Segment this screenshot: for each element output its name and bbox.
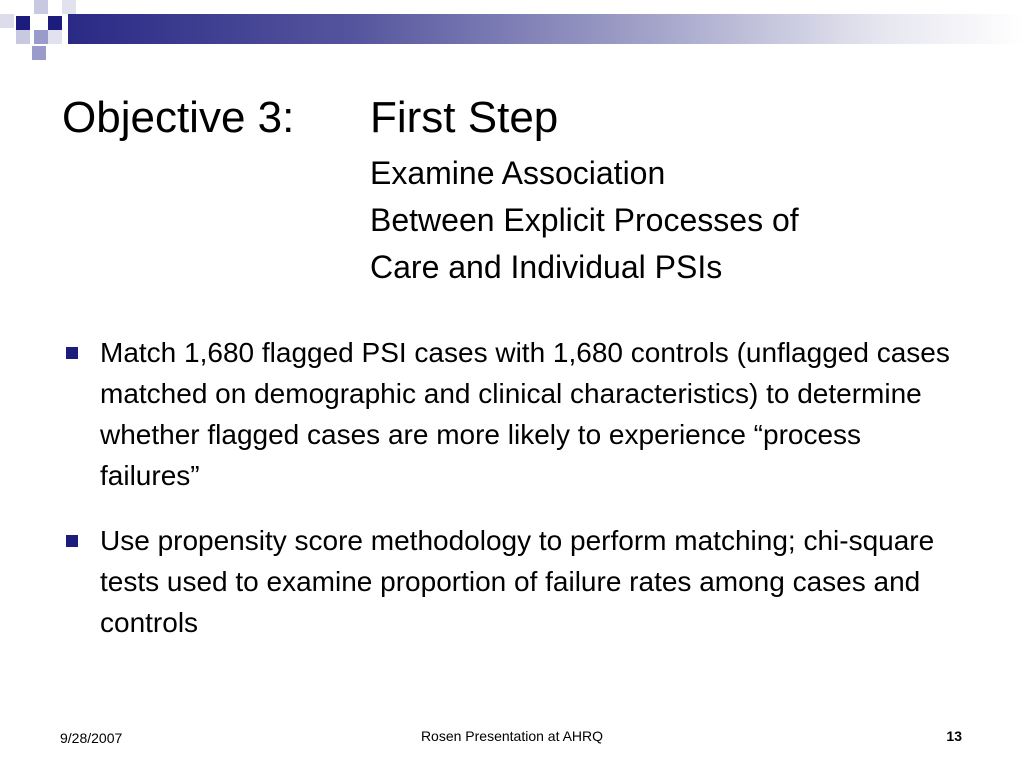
bullet-item bbox=[62, 520, 962, 643]
footer-date: 9/28/2007 bbox=[60, 730, 123, 746]
decorative-square bbox=[48, 16, 62, 30]
title-subtitle bbox=[370, 150, 799, 291]
square-bullet-icon bbox=[66, 535, 78, 547]
decorative-square bbox=[0, 14, 14, 28]
title-label: Objective 3: bbox=[62, 93, 295, 142]
decorative-square bbox=[16, 30, 30, 44]
decorative-square bbox=[34, 0, 48, 14]
decorative-square bbox=[32, 46, 46, 60]
footer-page-number: 13 bbox=[946, 728, 962, 744]
bullet-text: Match 1,680 flagged PSI cases with 1,680 controls (unflagged cases matched on demographic and clinical characteristics) to determine whether flagged cases are more likely to experience “process failures” bbox=[100, 337, 950, 491]
footer-presentation-title: Rosen Presentation at AHRQ bbox=[420, 728, 604, 744]
bullet-item bbox=[62, 332, 962, 496]
title-main: First Step bbox=[370, 93, 559, 142]
header-gradient-band bbox=[68, 14, 1024, 44]
decorative-square bbox=[34, 30, 48, 44]
bullet-text: Use propensity score methodology to perform matching; chi-square tests used to examine proportion of failure rates among cases and controls bbox=[100, 525, 935, 638]
bullet-list bbox=[62, 332, 962, 667]
subtitle-line: Between Explicit Processes of bbox=[370, 202, 799, 238]
decorative-square bbox=[16, 16, 30, 30]
square-bullet-icon bbox=[66, 347, 78, 359]
decorative-square bbox=[62, 0, 76, 14]
decorative-square bbox=[48, 30, 62, 44]
subtitle-line: Examine Association bbox=[370, 155, 666, 191]
subtitle-line: Care and Individual PSIs bbox=[370, 249, 723, 285]
